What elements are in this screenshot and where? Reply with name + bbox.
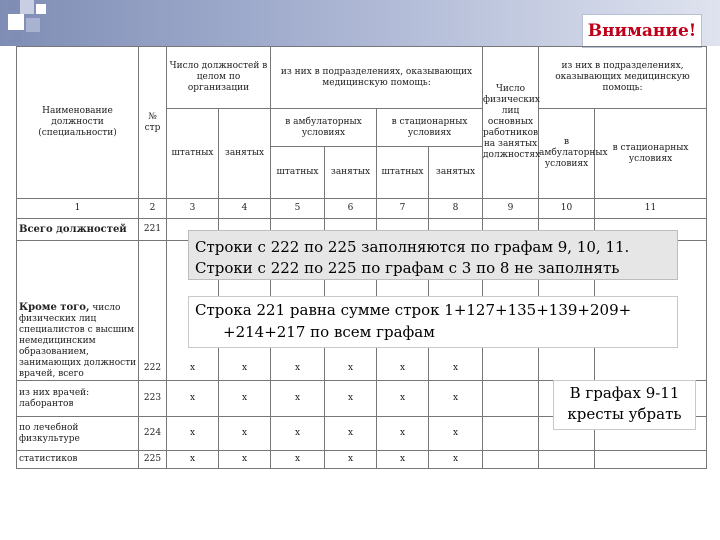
cross-mark: x: [377, 241, 429, 381]
decor-square: [36, 4, 46, 14]
col-inpatient-header: в стационарных условиях: [377, 109, 483, 147]
col-inpatient-filled: занятых: [429, 147, 483, 199]
cross-mark: x: [167, 381, 219, 417]
col-outpatient-header: в амбулаторных условиях: [271, 109, 377, 147]
col-filled-header: занятых: [219, 109, 271, 199]
col-subdivisions2-header: из них в подразделениях, оказывающих медицинскую помощь:: [539, 47, 707, 109]
col-number: 5: [271, 199, 325, 219]
cross-mark: x: [167, 241, 219, 381]
col-number: 7: [377, 199, 429, 219]
note-row-221: [188, 296, 678, 348]
cross-mark: x: [377, 451, 429, 469]
note-line: +214+217 по всем графам: [223, 323, 435, 341]
col-outpatient-filled: занятых: [325, 147, 377, 199]
col-positions-header: Число должностей в целом по организации: [167, 47, 271, 109]
cross-mark: x: [167, 417, 219, 451]
cross-mark: x: [271, 381, 325, 417]
cross-mark: x: [219, 451, 271, 469]
row-name: из них врачей: лаборантов: [17, 381, 139, 417]
note-remove-crosses: В графах 9-11 кресты убрать: [553, 380, 696, 430]
col-inpatient2-header: в стационарных условиях: [595, 109, 707, 199]
attention-title: Внимание!: [582, 14, 702, 48]
decor-square: [8, 14, 24, 30]
col-individuals-header: Число физических лиц основных работников на занятых должностях: [483, 47, 539, 199]
col-name-header: Наименование должности (специальности): [17, 47, 139, 199]
col-number: 1: [17, 199, 139, 219]
cross-mark: x: [429, 451, 483, 469]
decor-square: [12, 32, 22, 42]
decor-square: [8, 0, 18, 10]
col-number: 3: [167, 199, 219, 219]
col-staff-header: штатных: [167, 109, 219, 199]
col-number: 2: [139, 199, 167, 219]
row-name: статистиков: [17, 451, 139, 469]
cross-mark: x: [377, 417, 429, 451]
row-number: 221: [139, 219, 167, 241]
col-number: 8: [429, 199, 483, 219]
cross-mark: x: [377, 381, 429, 417]
cross-mark: x: [429, 241, 483, 381]
row-name-bold: Кроме того,: [19, 302, 90, 313]
note-line: Строки с 222 по 225 заполняются по графам 9, 10, 11.: [195, 238, 630, 256]
row-number: 224: [139, 417, 167, 451]
row-name: по лечебной физкультуре: [17, 417, 139, 451]
row-name: Всего должностей: [17, 219, 139, 241]
row-number: 222: [139, 241, 167, 381]
col-number: 4: [219, 199, 271, 219]
col-number: 11: [595, 199, 707, 219]
cross-mark: x: [219, 381, 271, 417]
cross-mark: x: [219, 417, 271, 451]
note-line: Строки с 222 по 225 по графам с 3 по 8 не заполнять: [195, 259, 620, 277]
cross-mark: x: [325, 417, 377, 451]
cross-mark: x: [271, 241, 325, 381]
col-outpatient2-header: в амбулаторных условиях: [539, 109, 595, 199]
row-number: 225: [139, 451, 167, 469]
cross-mark: x: [325, 451, 377, 469]
decor-square: [26, 18, 40, 32]
cross-mark: x: [429, 381, 483, 417]
cross-mark: x: [167, 451, 219, 469]
cross-mark: x: [219, 241, 271, 381]
row-name-text: число физических лиц специалистов с высшим немедицинским образованием, занимающих должности врачей, всего: [19, 303, 137, 379]
col-rowno-header: № стр: [139, 47, 167, 199]
col-number: 10: [539, 199, 595, 219]
cross-mark: x: [271, 417, 325, 451]
col-inpatient-staff: штатных: [377, 147, 429, 199]
cross-mark: x: [325, 241, 377, 381]
note-line: Строка 221 равна сумме строк 1+127+135+139+209+: [195, 301, 632, 319]
cross-mark: x: [429, 417, 483, 451]
col-number: 9: [483, 199, 539, 219]
cross-mark: x: [271, 451, 325, 469]
table-row: [17, 451, 707, 469]
row-name: [17, 241, 139, 381]
decor-square: [20, 0, 34, 14]
col-number: 6: [325, 199, 377, 219]
row-number: 223: [139, 381, 167, 417]
col-outpatient-staff: штатных: [271, 147, 325, 199]
col-subdivisions-header: из них в подразделениях, оказывающих медицинскую помощь:: [271, 47, 483, 109]
cross-mark: x: [325, 381, 377, 417]
note-rows-222-225: [188, 230, 678, 280]
